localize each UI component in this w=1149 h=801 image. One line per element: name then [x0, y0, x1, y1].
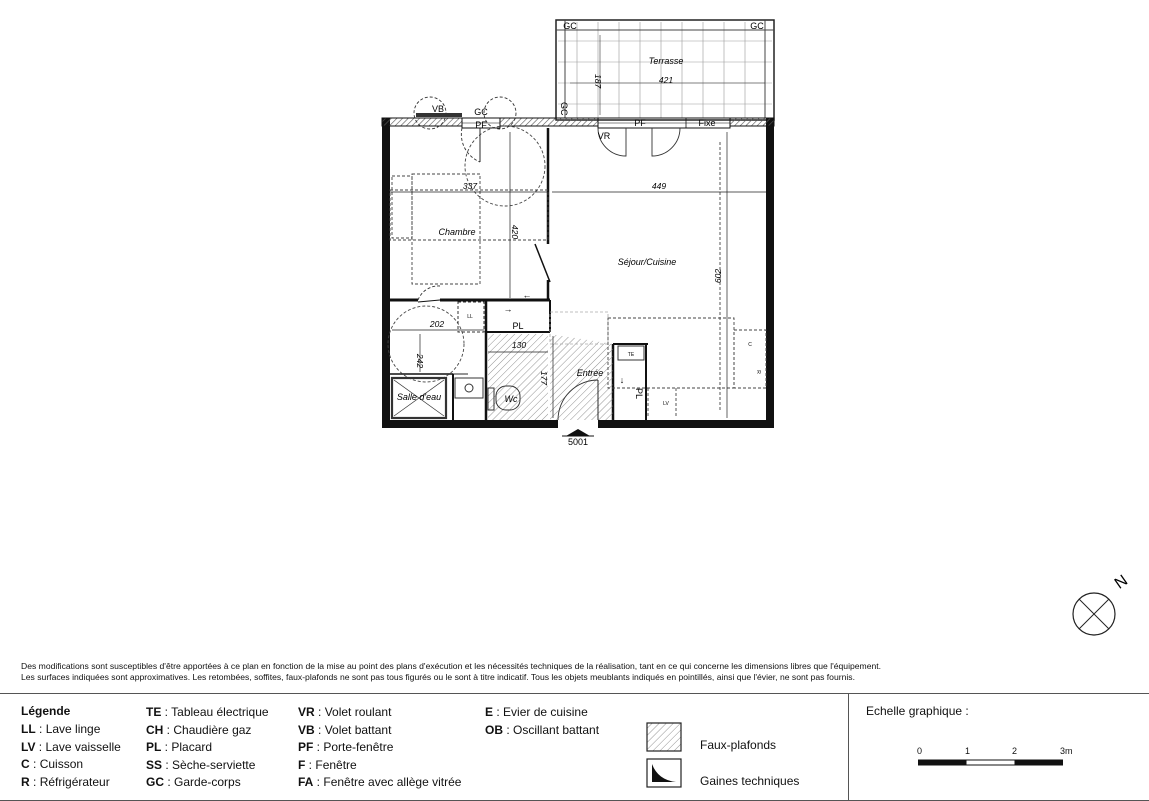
- legend-text: Oscillant battant: [513, 722, 600, 737]
- dim-entree-width: 130: [511, 340, 527, 350]
- code-pf-chambre: PF: [475, 120, 487, 130]
- code-gc-terrasse-tr: GC: [750, 21, 764, 31]
- entrance-number: 5001: [567, 437, 589, 447]
- legend-item: VR : Volet roulant: [298, 705, 392, 719]
- legend-item: R : Réfrigérateur: [21, 774, 110, 789]
- legend-item: GC : Garde-corps: [146, 775, 241, 789]
- arrow-right-icon: →: [503, 304, 513, 314]
- legend-item: E : Evier de cuisine: [485, 705, 588, 719]
- legend-code: F: [298, 757, 306, 772]
- legend-text: Volet battant: [324, 722, 392, 737]
- legend-item: LL : Lave linge: [21, 722, 101, 736]
- legend-title: Légende: [21, 704, 71, 718]
- legend-item: TE : Tableau électrique: [146, 705, 269, 719]
- legend-item: OB : Oscillant battant: [485, 722, 600, 737]
- dim-sejour-depth: 602: [713, 268, 723, 284]
- faux-plafonds-label: Faux-plafonds: [700, 738, 777, 752]
- dim-terrasse-width: 421: [658, 75, 674, 85]
- disclaimer-line-1: Des modifications sont susceptibles d'être apportées à ce plan en fonction de la mise au point des plans d'exécution et les nécessités techniques de la réalisation, tant en ce qui concerne les dimensions libres que l'équipement.: [21, 661, 882, 671]
- gaines-swatch: [646, 758, 682, 788]
- dim-terrasse-depth: 187: [593, 74, 603, 89]
- legend-code: GC: [146, 775, 164, 789]
- legend-item: LV : Lave vaisselle: [21, 739, 121, 754]
- legend-item: FA : Fenêtre avec allège vitrée: [298, 775, 462, 789]
- dim-chambre-depth: 420: [510, 224, 520, 240]
- legend-panel: [0, 693, 1149, 801]
- legend-column-3: [298, 704, 461, 792]
- legend-code: LV: [21, 739, 36, 754]
- legend-code: R: [21, 774, 30, 789]
- legend-item: F : Fenêtre: [298, 757, 357, 772]
- code-c: C: [748, 342, 752, 348]
- legend-text: Evier de cuisine: [503, 705, 588, 719]
- legend-text: Lave linge: [45, 722, 101, 736]
- legend-text: Porte-fenêtre: [323, 740, 394, 754]
- scale-label-1: 1: [965, 746, 971, 756]
- legend-text: Garde-corps: [174, 775, 241, 789]
- legend-item: SS : Sèche-serviette: [146, 757, 256, 772]
- room-label-chambre: Chambre: [438, 227, 476, 237]
- legend-text: Volet roulant: [324, 705, 392, 719]
- code-pf-sejour: PF: [634, 118, 646, 128]
- dim-sde-width: 202: [429, 319, 445, 329]
- legend-item: PL : Placard: [146, 740, 213, 754]
- legend-text: Tableau électrique: [171, 705, 269, 719]
- legend-code: C: [21, 757, 30, 771]
- room-label-wc: Wc: [504, 394, 518, 404]
- north-label: N: [1111, 572, 1132, 593]
- code-gc-terrasse-left: GC: [559, 102, 569, 116]
- scale-label-2: 2: [1012, 746, 1018, 756]
- code-te: TE: [627, 352, 635, 358]
- scale-title: Echelle graphique :: [866, 704, 969, 718]
- disclaimer-line-2: Les surfaces indiquées sont approximatives. Les retombées, soffites, faux-plafonds ne sont pas tous figurés ou le sont à titre indicatif. Tous les objets meublants indiqués en pointillés, ainsi que l'évier, ne sont pas fournis.: [21, 672, 855, 682]
- room-label-terrasse: Terrasse: [648, 56, 684, 66]
- code-pl-entree: PL: [512, 321, 524, 331]
- legend-text: Fenêtre: [315, 757, 357, 772]
- scale-bar: [918, 758, 1064, 768]
- legend-text: Chaudière gaz: [173, 722, 252, 737]
- legend-item: PF : Porte-fenêtre: [298, 740, 394, 754]
- legend-code: LL: [21, 722, 36, 736]
- legend-column-2: [146, 704, 269, 792]
- legend-code: PF: [298, 740, 314, 754]
- legend-code: OB: [485, 722, 503, 737]
- dim-chambre-width: 337: [462, 181, 478, 191]
- dim-sde-depth: 242: [415, 353, 425, 369]
- legend-text: Placard: [171, 740, 213, 754]
- legend-item: CH : Chaudière gaz: [146, 722, 252, 737]
- code-gc-chambre: GC: [474, 107, 488, 117]
- legend-text: Lave vaisselle: [45, 739, 121, 754]
- entrance-marker: [562, 429, 594, 447]
- code-pl-cuisine: PL: [634, 388, 644, 400]
- legend-item: C : Cuisson: [21, 757, 84, 771]
- legend-text: Cuisson: [39, 757, 84, 771]
- legend-code: VR: [298, 705, 315, 719]
- code-fixe: Fixe: [698, 118, 716, 128]
- disclaimer: [21, 661, 1131, 683]
- legend-code: TE: [146, 705, 162, 719]
- arrow-left-icon: ←: [522, 290, 532, 300]
- legend-code: CH: [146, 722, 164, 737]
- code-vb: VB: [431, 104, 445, 114]
- legend-code: VB: [298, 722, 315, 737]
- legend-code: SS: [146, 757, 163, 772]
- code-vr: VR: [597, 131, 611, 141]
- legend-text: Sèche-serviette: [172, 757, 256, 772]
- code-r: R: [755, 370, 761, 374]
- room-label-sejour: Séjour/Cuisine: [617, 257, 677, 267]
- legend-text: Réfrigérateur: [39, 774, 110, 789]
- north-compass-icon: [1073, 593, 1115, 635]
- code-lv: LV: [663, 401, 669, 407]
- code-ll: LL: [467, 314, 473, 320]
- gaines-label: Gaines techniques: [700, 774, 800, 788]
- arrow-down-icon: ↓: [619, 375, 625, 385]
- faux-plafond-swatch: [646, 722, 682, 752]
- legend-item: VB : Volet battant: [298, 722, 392, 737]
- legend-code: FA: [298, 775, 314, 789]
- dim-entree-depth: 177: [539, 370, 549, 386]
- terrace: [556, 20, 774, 120]
- room-label-salle-eau: Salle d'eau: [396, 392, 442, 402]
- room-label-entree: Entrée: [576, 368, 604, 378]
- scale-label-3m: 3m: [1060, 746, 1073, 756]
- legend-column-4: [485, 704, 599, 739]
- legend-code: PL: [146, 740, 162, 754]
- legend-code: E: [485, 705, 494, 719]
- legend-divider: [848, 694, 849, 800]
- legend-text: Fenêtre avec allège vitrée: [323, 775, 462, 789]
- legend-column-1: [21, 721, 121, 791]
- code-gc-terrasse-tl: GC: [563, 21, 577, 31]
- dim-sejour-width: 449: [651, 181, 667, 191]
- scale-label-0: 0: [917, 746, 923, 756]
